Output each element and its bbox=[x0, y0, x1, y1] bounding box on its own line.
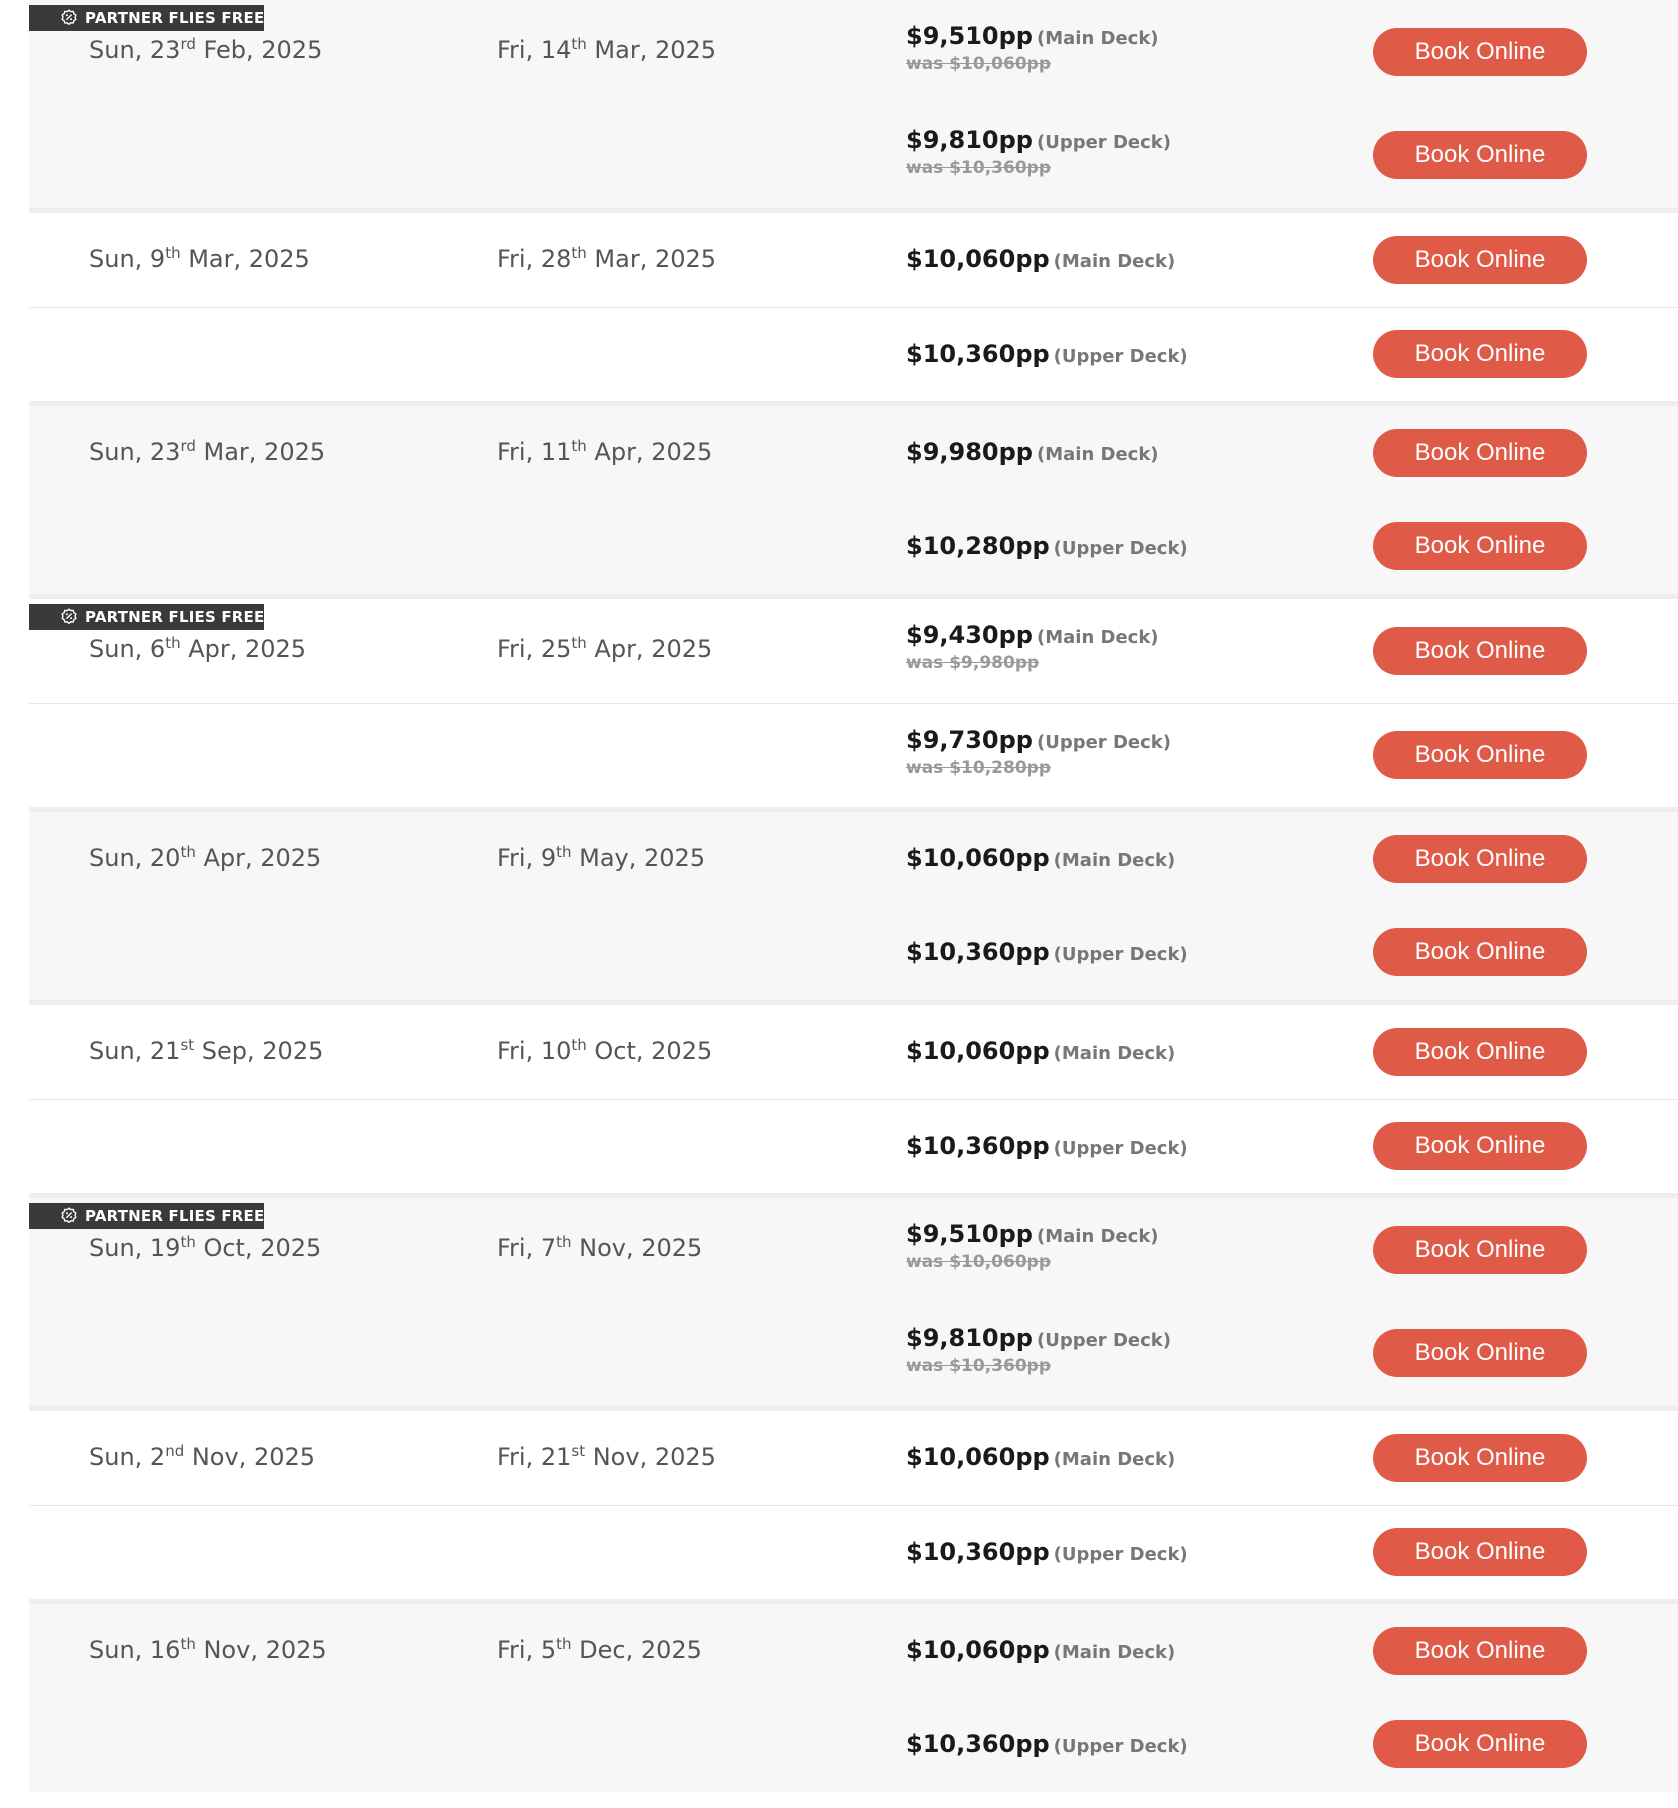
return-date bbox=[497, 635, 712, 663]
fare-price: $9,810pp bbox=[906, 1324, 1033, 1352]
fare-deck: (Main Deck) bbox=[1036, 28, 1159, 49]
fare-deck: (Main Deck) bbox=[1053, 251, 1176, 272]
date-ordinal: th bbox=[571, 1036, 587, 1054]
book-online-button[interactable]: Book Online bbox=[1373, 330, 1587, 378]
price-block bbox=[906, 22, 1159, 74]
book-online-button[interactable]: Book Online bbox=[1373, 1627, 1587, 1675]
sailing-row bbox=[29, 0, 1678, 208]
book-online-button[interactable]: Book Online bbox=[1373, 1720, 1587, 1768]
fare-was-price: was $10,060pp bbox=[906, 1252, 1051, 1272]
date-month-year: Mar, 2025 bbox=[586, 245, 717, 273]
fare-deck: (Upper Deck) bbox=[1053, 538, 1188, 559]
date-month-year: May, 2025 bbox=[571, 844, 706, 872]
date-month-year: Mar, 2025 bbox=[180, 245, 310, 273]
fare-deck: (Upper Deck) bbox=[1036, 732, 1171, 753]
fare-price: $9,980pp bbox=[906, 438, 1033, 466]
date-ordinal: th bbox=[556, 1635, 572, 1653]
fare-deck: (Upper Deck) bbox=[1036, 132, 1171, 153]
fare-was-price: was $9,980pp bbox=[906, 653, 1040, 673]
fare-price: $10,060pp bbox=[906, 844, 1050, 872]
return-date bbox=[497, 245, 716, 273]
depart-date bbox=[89, 36, 322, 64]
date-day-prefix: Sun, 16 bbox=[89, 1636, 181, 1664]
sailing-row bbox=[29, 1193, 1678, 1406]
fare-deck: (Main Deck) bbox=[1036, 1226, 1159, 1247]
fare-price: $10,360pp bbox=[906, 340, 1050, 368]
date-day-prefix: Sun, 2 bbox=[89, 1443, 166, 1471]
date-day-prefix: Fri, 7 bbox=[497, 1234, 557, 1262]
date-month-year: Sep, 2025 bbox=[194, 1037, 324, 1065]
date-day-prefix: Sun, 20 bbox=[89, 844, 181, 872]
fare-was-price: was $10,060pp bbox=[906, 54, 1051, 74]
price-block bbox=[906, 340, 1188, 368]
date-ordinal: th bbox=[571, 244, 587, 262]
fare-line bbox=[29, 1302, 1678, 1406]
book-online-button[interactable]: Book Online bbox=[1373, 1226, 1587, 1274]
book-online-button[interactable]: Book Online bbox=[1373, 1528, 1587, 1576]
depart-date bbox=[89, 1037, 323, 1065]
date-day-prefix: Sun, 21 bbox=[89, 1037, 181, 1065]
badge-label: PARTNER FLIES FREE bbox=[85, 1207, 265, 1225]
date-day-prefix: Sun, 23 bbox=[89, 36, 181, 64]
badge-label: PARTNER FLIES FREE bbox=[85, 608, 265, 626]
fare-deck: (Main Deck) bbox=[1053, 1642, 1176, 1663]
date-ordinal: th bbox=[180, 843, 196, 861]
discount-badge-icon bbox=[60, 1207, 78, 1225]
date-day-prefix: Fri, 25 bbox=[497, 635, 572, 663]
date-ordinal: th bbox=[556, 843, 572, 861]
date-month-year: Apr, 2025 bbox=[586, 635, 713, 663]
fare-was-price: was $10,280pp bbox=[906, 758, 1051, 778]
sailing-row bbox=[29, 1000, 1678, 1193]
date-day-prefix: Sun, 6 bbox=[89, 635, 166, 663]
book-online-button[interactable]: Book Online bbox=[1373, 28, 1587, 76]
book-online-button[interactable]: Book Online bbox=[1373, 1329, 1587, 1377]
price-block bbox=[906, 1132, 1188, 1160]
sailing-row bbox=[29, 1599, 1678, 1792]
date-month-year: Nov, 2025 bbox=[195, 1636, 327, 1664]
fare-line bbox=[29, 906, 1678, 1000]
fare-price: $10,280pp bbox=[906, 532, 1050, 560]
price-block bbox=[906, 844, 1175, 872]
fare-line bbox=[29, 307, 1678, 401]
date-ordinal: th bbox=[165, 634, 181, 652]
sailing-row bbox=[29, 594, 1678, 807]
date-month-year: Nov, 2025 bbox=[585, 1443, 716, 1471]
date-month-year: Apr, 2025 bbox=[586, 438, 713, 466]
sailings-table bbox=[29, 0, 1678, 1792]
fare-deck: (Upper Deck) bbox=[1053, 1736, 1188, 1757]
price-block bbox=[906, 938, 1188, 966]
sailing-row bbox=[29, 401, 1678, 594]
fare-line bbox=[29, 1505, 1678, 1599]
fare-deck: (Upper Deck) bbox=[1036, 1330, 1171, 1351]
fare-line bbox=[29, 1198, 1678, 1302]
book-online-button[interactable]: Book Online bbox=[1373, 131, 1587, 179]
partner-flies-free-badge bbox=[29, 1203, 264, 1229]
date-day-prefix: Fri, 11 bbox=[497, 438, 572, 466]
fare-line bbox=[29, 599, 1678, 703]
date-ordinal: th bbox=[556, 1233, 572, 1251]
partner-flies-free-badge bbox=[29, 604, 264, 630]
price-block bbox=[906, 1443, 1175, 1471]
price-block bbox=[906, 726, 1171, 778]
return-date bbox=[497, 1443, 716, 1471]
date-month-year: Apr, 2025 bbox=[195, 844, 322, 872]
fare-deck: (Upper Deck) bbox=[1053, 944, 1188, 965]
return-date bbox=[497, 1636, 702, 1664]
fare-price: $9,810pp bbox=[906, 126, 1033, 154]
book-online-button[interactable]: Book Online bbox=[1373, 429, 1587, 477]
return-date bbox=[497, 36, 716, 64]
fare-deck: (Main Deck) bbox=[1036, 444, 1159, 465]
date-day-prefix: Fri, 9 bbox=[497, 844, 557, 872]
fare-deck: (Main Deck) bbox=[1053, 850, 1176, 871]
book-online-button[interactable]: Book Online bbox=[1373, 522, 1587, 570]
date-month-year: Feb, 2025 bbox=[195, 36, 323, 64]
book-online-button[interactable]: Book Online bbox=[1373, 1122, 1587, 1170]
price-block bbox=[906, 1538, 1188, 1566]
fare-deck: (Upper Deck) bbox=[1053, 1138, 1188, 1159]
depart-date bbox=[89, 438, 325, 466]
date-ordinal: nd bbox=[165, 1442, 185, 1460]
price-block bbox=[906, 1636, 1175, 1664]
date-day-prefix: Fri, 10 bbox=[497, 1037, 572, 1065]
price-block bbox=[906, 438, 1159, 466]
date-ordinal: th bbox=[571, 437, 587, 455]
date-month-year: Nov, 2025 bbox=[184, 1443, 316, 1471]
fare-line bbox=[29, 1411, 1678, 1505]
fare-price: $10,060pp bbox=[906, 1443, 1050, 1471]
badge-label: PARTNER FLIES FREE bbox=[85, 9, 265, 27]
book-online-button[interactable]: Book Online bbox=[1373, 835, 1587, 883]
date-ordinal: rd bbox=[180, 437, 196, 455]
date-ordinal: st bbox=[180, 1036, 195, 1054]
date-day-prefix: Fri, 21 bbox=[497, 1443, 572, 1471]
fare-was-price: was $10,360pp bbox=[906, 158, 1051, 178]
fare-line bbox=[29, 1604, 1678, 1698]
fare-line bbox=[29, 1099, 1678, 1193]
fare-line bbox=[29, 1698, 1678, 1792]
date-month-year: Apr, 2025 bbox=[180, 635, 307, 663]
date-day-prefix: Sun, 9 bbox=[89, 245, 166, 273]
date-ordinal: th bbox=[571, 35, 587, 53]
fare-deck: (Upper Deck) bbox=[1053, 1544, 1188, 1565]
fare-deck: (Main Deck) bbox=[1053, 1043, 1176, 1064]
fare-line bbox=[29, 0, 1678, 104]
sailing-row bbox=[29, 1406, 1678, 1599]
book-online-button[interactable]: Book Online bbox=[1373, 627, 1587, 675]
fare-line bbox=[29, 812, 1678, 906]
depart-date bbox=[89, 1234, 321, 1262]
fare-deck: (Upper Deck) bbox=[1053, 346, 1188, 367]
price-block bbox=[906, 245, 1175, 273]
discount-badge-icon bbox=[60, 9, 78, 27]
fare-price: $10,060pp bbox=[906, 1037, 1050, 1065]
book-online-button[interactable]: Book Online bbox=[1373, 236, 1587, 284]
fare-price: $10,060pp bbox=[906, 1636, 1050, 1664]
date-ordinal: th bbox=[165, 244, 181, 262]
date-ordinal: th bbox=[180, 1233, 196, 1251]
price-block bbox=[906, 126, 1171, 178]
date-month-year: Oct, 2025 bbox=[586, 1037, 713, 1065]
fare-line bbox=[29, 406, 1678, 500]
fare-line bbox=[29, 1005, 1678, 1099]
fare-line bbox=[29, 703, 1678, 807]
fare-deck: (Main Deck) bbox=[1036, 627, 1159, 648]
date-month-year: Dec, 2025 bbox=[571, 1636, 702, 1664]
fare-price: $10,360pp bbox=[906, 1538, 1050, 1566]
date-ordinal: rd bbox=[180, 35, 196, 53]
date-ordinal: th bbox=[571, 634, 587, 652]
price-block bbox=[906, 621, 1159, 673]
return-date bbox=[497, 1234, 702, 1262]
date-month-year: Mar, 2025 bbox=[586, 36, 717, 64]
partner-flies-free-badge bbox=[29, 5, 264, 31]
book-online-button[interactable]: Book Online bbox=[1373, 928, 1587, 976]
fare-was-price: was $10,360pp bbox=[906, 1356, 1051, 1376]
fare-price: $10,360pp bbox=[906, 938, 1050, 966]
date-month-year: Oct, 2025 bbox=[195, 1234, 322, 1262]
return-date bbox=[497, 844, 705, 872]
date-day-prefix: Sun, 23 bbox=[89, 438, 181, 466]
return-date bbox=[497, 1037, 712, 1065]
price-block bbox=[906, 1324, 1171, 1376]
price-block bbox=[906, 1730, 1188, 1758]
fare-line bbox=[29, 500, 1678, 594]
book-online-button[interactable]: Book Online bbox=[1373, 1434, 1587, 1482]
depart-date bbox=[89, 1636, 327, 1664]
sailing-row bbox=[29, 208, 1678, 401]
return-date bbox=[497, 438, 712, 466]
depart-date bbox=[89, 844, 321, 872]
discount-badge-icon bbox=[60, 608, 78, 626]
fare-line bbox=[29, 104, 1678, 208]
sailing-row bbox=[29, 807, 1678, 1000]
depart-date bbox=[89, 245, 310, 273]
price-block bbox=[906, 1037, 1175, 1065]
date-ordinal: st bbox=[571, 1442, 586, 1460]
date-ordinal: th bbox=[180, 1635, 196, 1653]
price-block bbox=[906, 532, 1188, 560]
date-day-prefix: Sun, 19 bbox=[89, 1234, 181, 1262]
fare-price: $10,360pp bbox=[906, 1132, 1050, 1160]
book-online-button[interactable]: Book Online bbox=[1373, 731, 1587, 779]
fare-price: $9,510pp bbox=[906, 1220, 1033, 1248]
fare-price: $10,060pp bbox=[906, 245, 1050, 273]
fare-price: $9,510pp bbox=[906, 22, 1033, 50]
fare-deck: (Main Deck) bbox=[1053, 1449, 1176, 1470]
book-online-button[interactable]: Book Online bbox=[1373, 1028, 1587, 1076]
date-day-prefix: Fri, 5 bbox=[497, 1636, 557, 1664]
fare-price: $9,430pp bbox=[906, 621, 1033, 649]
fare-price: $9,730pp bbox=[906, 726, 1033, 754]
date-month-year: Nov, 2025 bbox=[571, 1234, 703, 1262]
depart-date bbox=[89, 1443, 315, 1471]
date-day-prefix: Fri, 28 bbox=[497, 245, 572, 273]
date-month-year: Mar, 2025 bbox=[195, 438, 326, 466]
date-day-prefix: Fri, 14 bbox=[497, 36, 572, 64]
fare-line bbox=[29, 213, 1678, 307]
depart-date bbox=[89, 635, 306, 663]
price-block bbox=[906, 1220, 1159, 1272]
fare-price: $10,360pp bbox=[906, 1730, 1050, 1758]
